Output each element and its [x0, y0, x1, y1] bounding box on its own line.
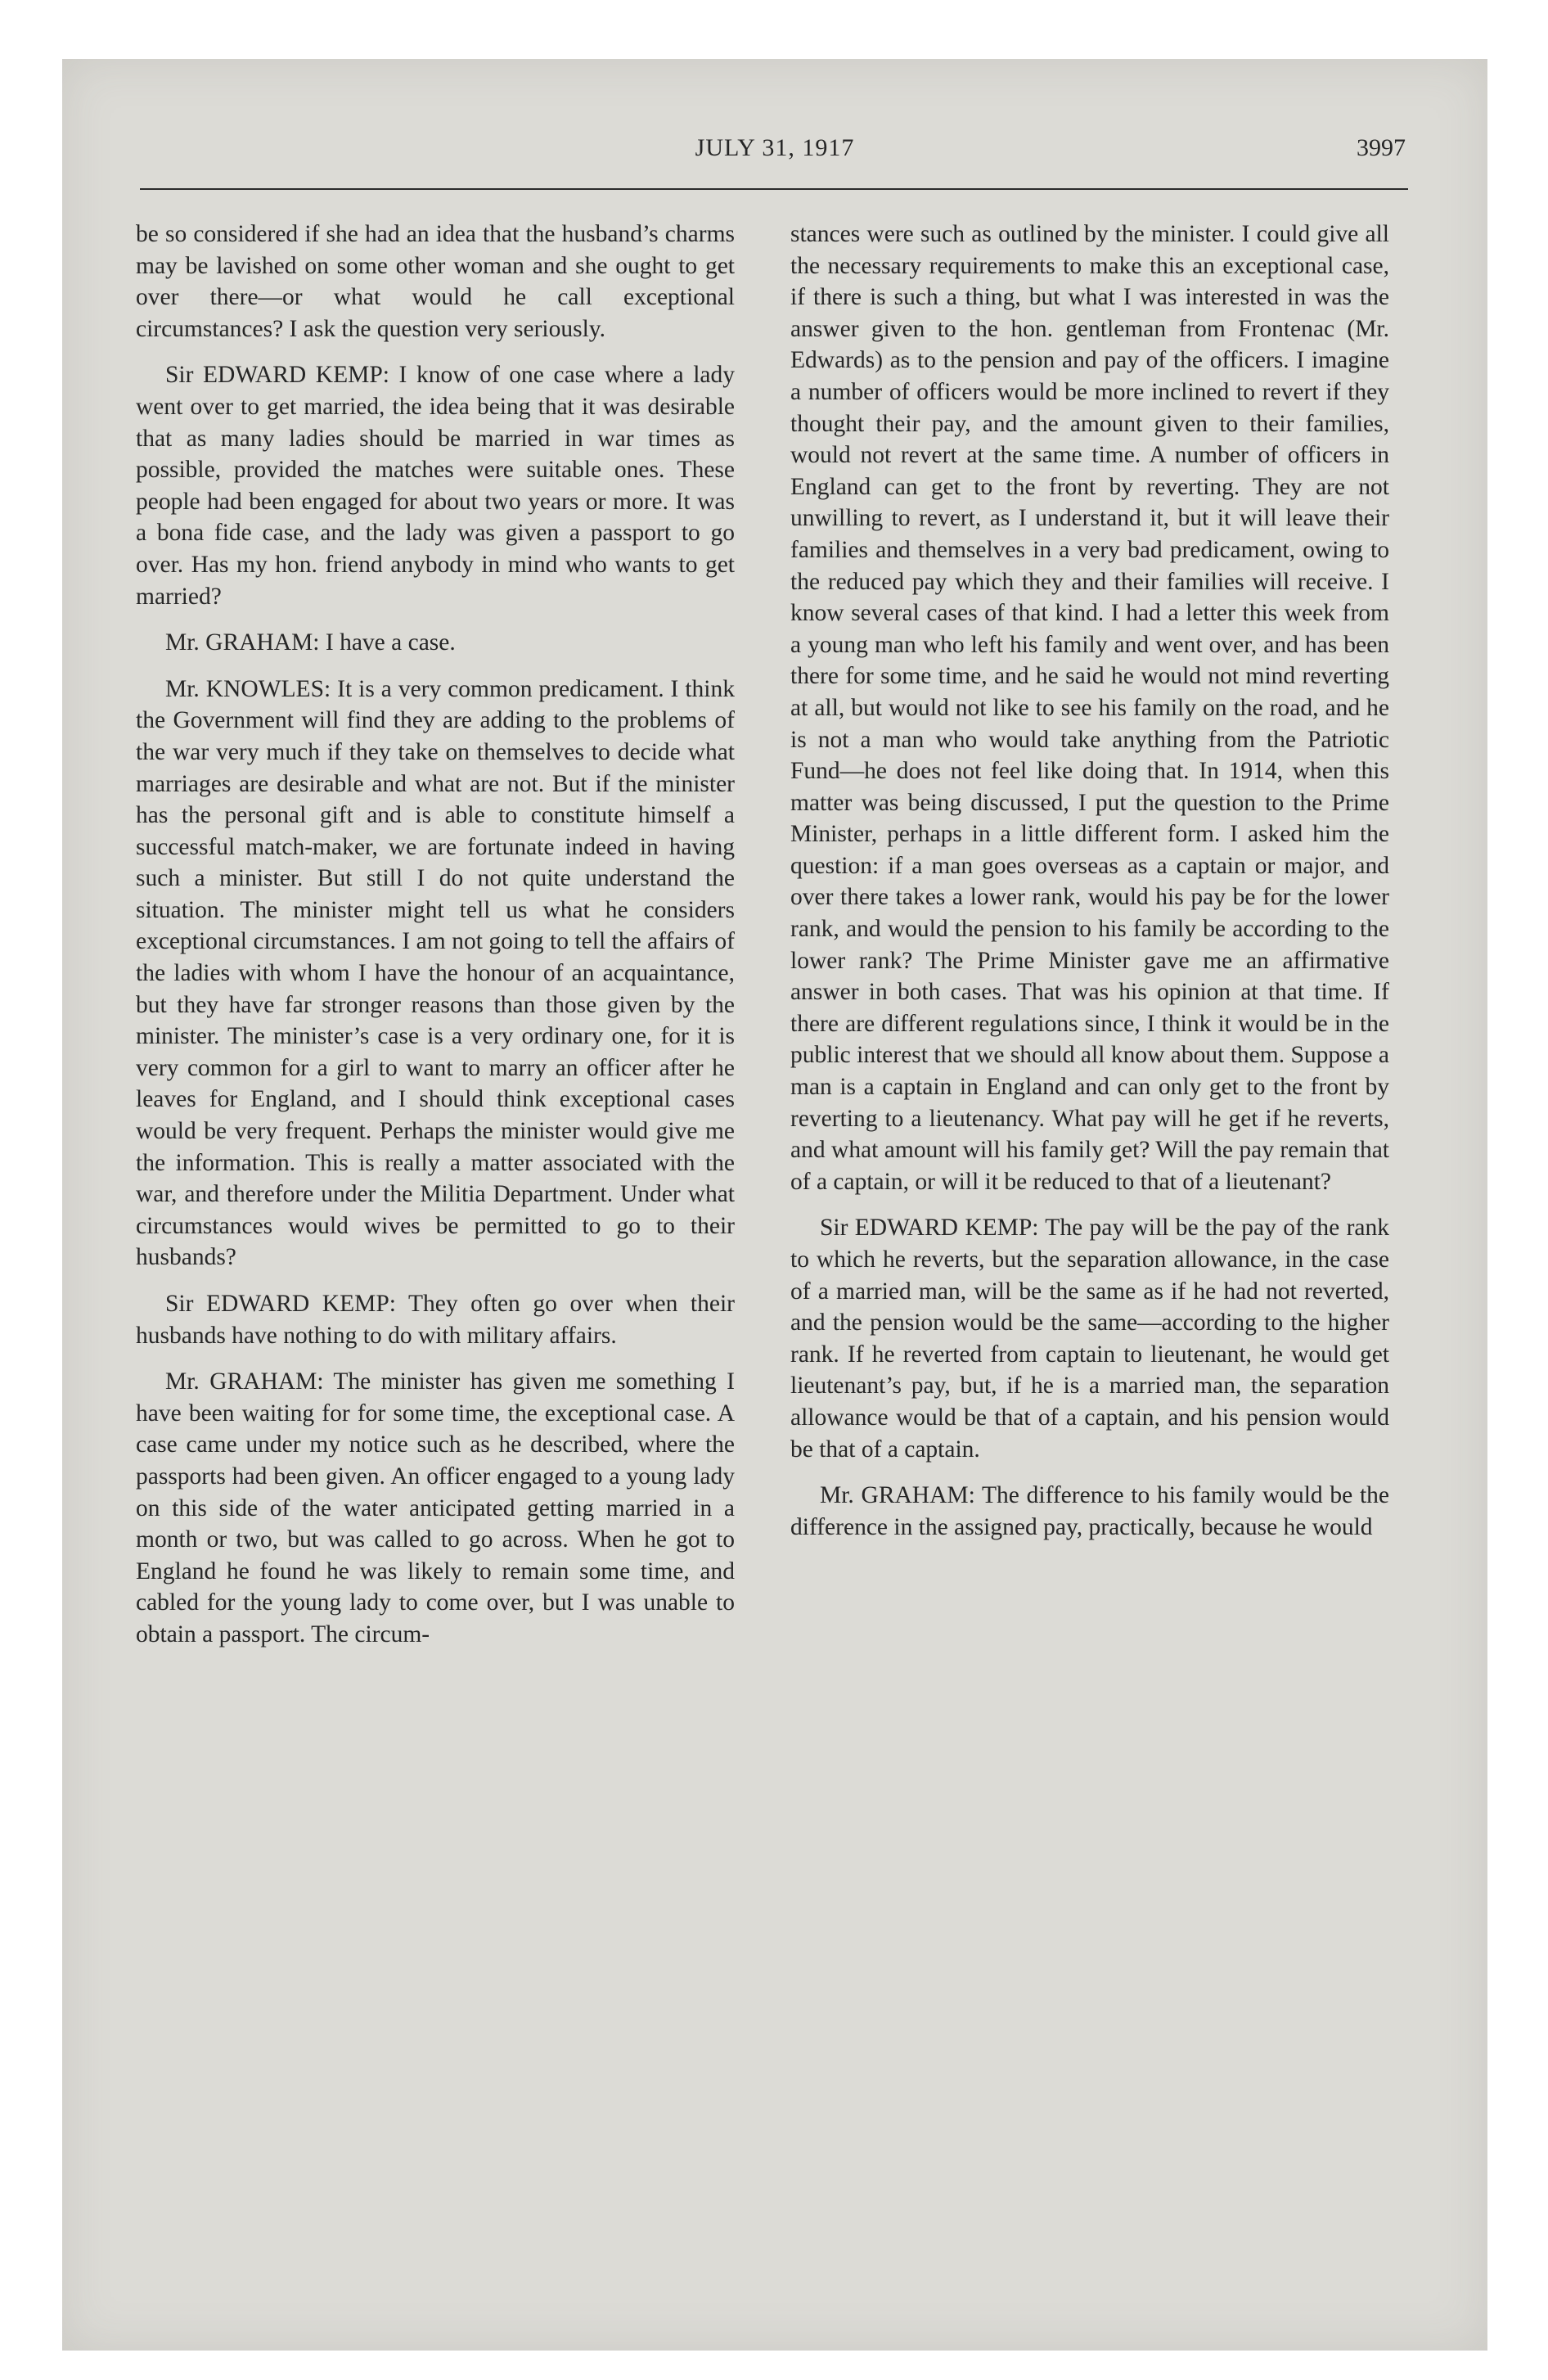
paragraph: stances were such as outlined by the minister. I could give all the necessary requirements to make this an exceptional case, if there is such a thing, but what I was interested in was the answer given to the hon. gentleman from Frontenac (Mr. Edwards) as to the pension and pay of the officers. I imagine a number of officers would be more inclined to revert if they thought their pay, and the amount given to their families, would not revert at the same time. A number of officers in England can get to the front by reverting. They are not unwilling to revert, as I understand it, but it will leave their families and themselves in a very bad predicament, owing to the reduced pay which they and their families will receive. I know several cases of that kind. I had a letter this week from a young man who left his family and went over, and has been there for some time, and he said he would not mind reverting at all, but would not like to see his family on the road, and he is not a man who would take anything from the Patriotic Fund—he does not feel like doing that. In 1914, when this matter was being discussed, I put the question to the Prime Minister, perhaps in a little different form. I asked him the question: if a man goes overseas as a captain or major, and over there takes a lower rank, would his pay be for the lower rank, and would the pension to his family be according to the lower rank? The Prime Minister gave me an affirmative answer in both cases. That was his opinion at that time. If there are different regulations since, I think it would be in the public interest that we should all know about them. Suppose a man is a captain in England and can only get to the front by reverting to a lieutenancy. What pay will he get if he reverts, and what amount will his family get? Will the pay remain that of a captain, or will it be reduced to that of a lieutenant? [790, 221, 1389, 1195]
paragraph: Mr. GRAHAM: I have a case. [165, 629, 456, 656]
page-number: 3997 [1357, 134, 1406, 161]
left-column [136, 219, 735, 1666]
paragraph: Sir EDWARD KEMP: I know of one case where a lady went over to get married, the idea being that it was desirable that as many ladies should be married in war times as possible, provided the matches were suitable ones. These people had been engaged for about two years or more. It was a bona fide case, and the lady was given a passport to go over. Has my hon. friend anybody in mind who wants to get married? [136, 362, 735, 610]
paragraph: Mr. GRAHAM: The difference to his family would be the difference in the assigned pay, practically, because he would [790, 1482, 1389, 1540]
paragraph: be so considered if she had an idea that the husband’s charms may be lavished on some other woman and she ought to get over there—or what would he call exceptional circumstances? I ask the question very seriously. [136, 221, 735, 342]
paragraph: Mr. KNOWLES: It is a very common predicament. I think the Government will find they are adding to the problems of the war very much if they take on themselves to decide what marriages are desirable and what are not. But if the minister has the personal gift and is able to constitute himself a successful match-maker, we are fortunate indeed in having such a minister. But still I do not quite understand the situation. The minister might tell us what he considers exceptional circumstances. I am not going to tell the affairs of the ladies with whom I have the honour of an acquaintance, but they have far stronger reasons than those given by the minister. The minister’s case is a very ordinary one, for it is very common for a girl to want to marry an officer after he leaves for England, and I should think exceptional cases would be very frequent. Perhaps the minister would give me the information. This is really a matter associated with the war, and therefore under the Militia Department. Under what circumstances would wives be permitted to go to their husbands? [136, 675, 735, 1271]
header-rule [140, 188, 1408, 190]
right-column [790, 219, 1389, 1557]
paragraph: Sir EDWARD KEMP: The pay will be the pay of the rank to which he reverts, but the separation allowance, in the case of a married man, will be the same as if he had not reverted, and the pension would be the same—according to the higher rank. If he reverted from captain to lieutenant, he would get lieutenant’s pay, but, if he is a married man, the separation allowance would be that of a captain, and his pension would be that of a captain. [790, 1215, 1389, 1463]
page [62, 59, 1487, 2351]
running-header [62, 134, 1487, 175]
paragraph: Mr. GRAHAM: The minister has given me something I have been waiting for for some time, the exceptional case. A case came under my notice such as he described, where the passports had been given. An officer engaged to a young lady on this side of the water anticipated getting married in a month or two, but was called to go across. When he got to England he found he was likely to remain some time, and cabled for the young lady to come over, but I was unable to obtain a passport. The circum- [136, 1368, 735, 1648]
page-date: JULY 31, 1917 [695, 134, 855, 161]
paragraph: Sir EDWARD KEMP: They often go over when their husbands have nothing to do with military affairs. [136, 1291, 735, 1349]
